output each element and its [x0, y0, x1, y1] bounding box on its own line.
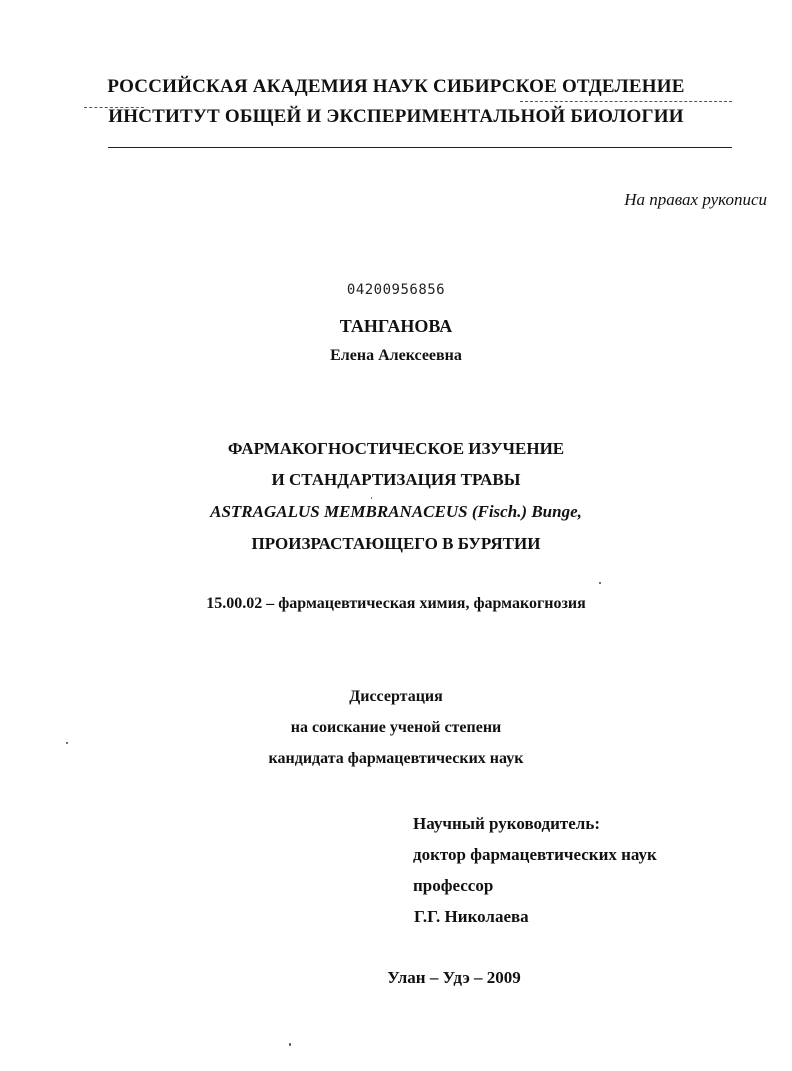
supervisor-degree: доктор фармацевтических наук [413, 845, 657, 864]
rights-note: На правах рукописи [624, 190, 767, 209]
scan-speck [66, 742, 68, 744]
title-line-1: ФАРМАКОГНОСТИЧЕСКОЕ ИЗУЧЕНИЕ [227, 439, 565, 458]
header-divider [108, 147, 732, 148]
dissertation-field-line: кандидата фармацевтических наук [268, 750, 524, 767]
author-given-names: Елена Алексеевна [330, 347, 462, 364]
dissertation-degree-line: на соискание ученой степени [290, 719, 502, 736]
scan-speck [371, 497, 372, 499]
scan-dash-right [520, 101, 732, 102]
supervisor-name: Г.Г. Николаева [414, 907, 529, 926]
place-year: Улан – Удэ – 2009 [387, 968, 521, 987]
title-line-4: ПРОИЗРАСТАЮЩЕГО В БУРЯТИИ [251, 534, 541, 553]
catalog-number: 04200956856 [346, 282, 446, 298]
specialty: 15.00.02 – фармацевтическая химия, фармакогнозия [206, 595, 586, 612]
header-institute: ИНСТИТУТ ОБЩЕЙ И ЭКСПЕРИМЕНТАЛЬНОЙ БИОЛОГИИ [108, 106, 684, 127]
scan-speck [599, 582, 601, 584]
author-surname: ТАНГАНОВА [339, 316, 453, 336]
scan-speck [289, 1043, 291, 1046]
title-line-2: И СТАНДАРТИЗАЦИЯ ТРАВЫ [271, 470, 521, 489]
dissertation-label: Диссертация [349, 688, 443, 705]
title-line-3-latin: ASTRAGALUS MEMBRANACEUS (Fisch.) Bunge, [210, 502, 582, 521]
supervisor-label: Научный руководитель: [413, 814, 600, 833]
header-academy: РОССИЙСКАЯ АКАДЕМИЯ НАУК СИБИРСКОЕ ОТДЕЛЕНИЕ [107, 76, 685, 97]
supervisor-rank: профессор [413, 876, 494, 895]
